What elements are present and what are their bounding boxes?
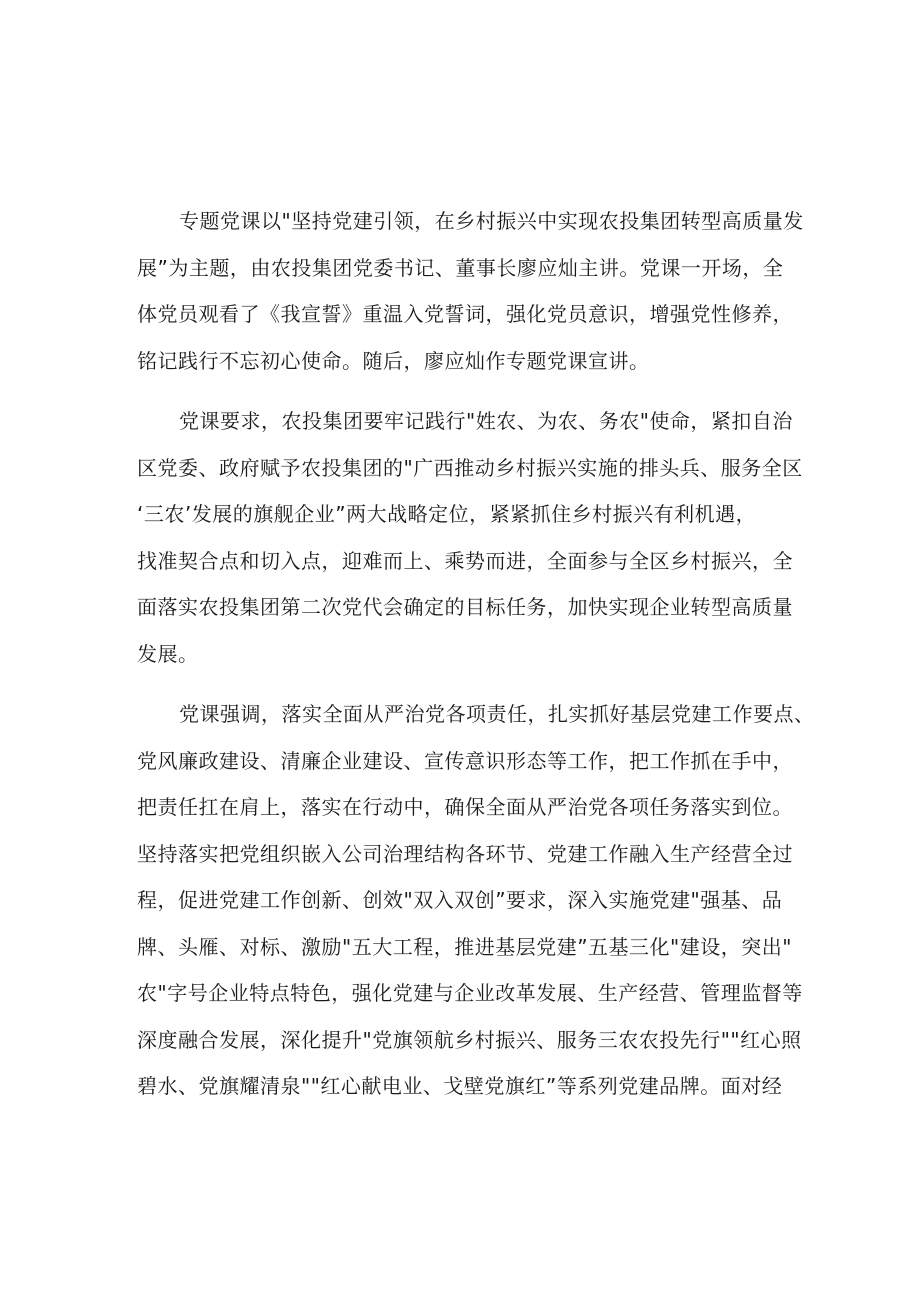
text-line: 党课要求，农投集团要牢记践行"姓农、为农、务农"使命，紧扣自治 [179, 409, 793, 433]
text-line: 牌、头雁、对标、激励"五大工程，推进基层党建”五基三化"建设，突出" [137, 934, 792, 959]
text-line: 区党委、政府赋予农投集团的"广西推动乡村振兴实施的排头兵、服务全区 [137, 455, 803, 480]
text-line: 发展。 [137, 641, 199, 666]
text-line: 体党员观看了《我宣誓》重温入党誓词，强化党员意识，增强党性修养， [137, 302, 793, 326]
text-line: 党课强调，落实全面从严治党各项责任，扎实抓好基层党建工作要点、 [179, 702, 815, 726]
text-line: 碧水、党旗耀清泉""红心献电业、戈壁党旗红”等系列党建品牌。面对经 [137, 1074, 783, 1098]
document-body [137, 198, 815, 1110]
text-line: 深度融合发展，深化提升"党旗领航乡村振兴、服务三农农投先行""红心照 [137, 1027, 802, 1052]
text-line: 农"字号企业特点特色，强化党建与企业改革发展、生产经营、管理监督等 [137, 981, 803, 1005]
paragraph-2 [137, 398, 803, 677]
paragraph-gap [137, 677, 797, 691]
text-line: 党风廉政建设、清廉企业建设、宣传意识形态等工作，把工作抓在手中， [137, 748, 793, 773]
text-line: 面落实农投集团第二次党代会确定的目标任务，加快实现企业转型高质量 [137, 595, 793, 619]
text-line: 专题党课以"坚持党建引领，在乡村振兴中实现农投集团转型高质量发 [179, 209, 804, 233]
text-line: 程，促进党建工作创新、创效"双入双创”要求，深入实施党建"强基、品 [137, 888, 783, 912]
paragraph-1 [137, 198, 804, 384]
text-line: 找准契合点和切入点，迎难而上、乘势而进，全面参与全区乡村振兴，全 [137, 548, 793, 573]
text-line: 把责任扛在肩上，落实在行动中，确保全面从严治党各项任务落实到位。 [137, 795, 793, 819]
paragraph-gap [137, 384, 797, 398]
text-line: 展”为主题，由农投集团党委书记、董事长廖应灿主讲。党课一开场，全 [137, 255, 784, 280]
text-line: ‘三农’发展的旗舰企业”两大战略定位，紧紧抓住乡村振兴有利机遇， [137, 502, 757, 526]
text-line: 铭记践行不忘初心使命。随后，廖应灿作专题党课宣讲。 [137, 348, 650, 373]
paragraph-3 [137, 691, 815, 1110]
text-line: 坚持落实把党组织嵌入公司治理结构各环节、党建工作融入生产经营全过 [137, 841, 793, 866]
